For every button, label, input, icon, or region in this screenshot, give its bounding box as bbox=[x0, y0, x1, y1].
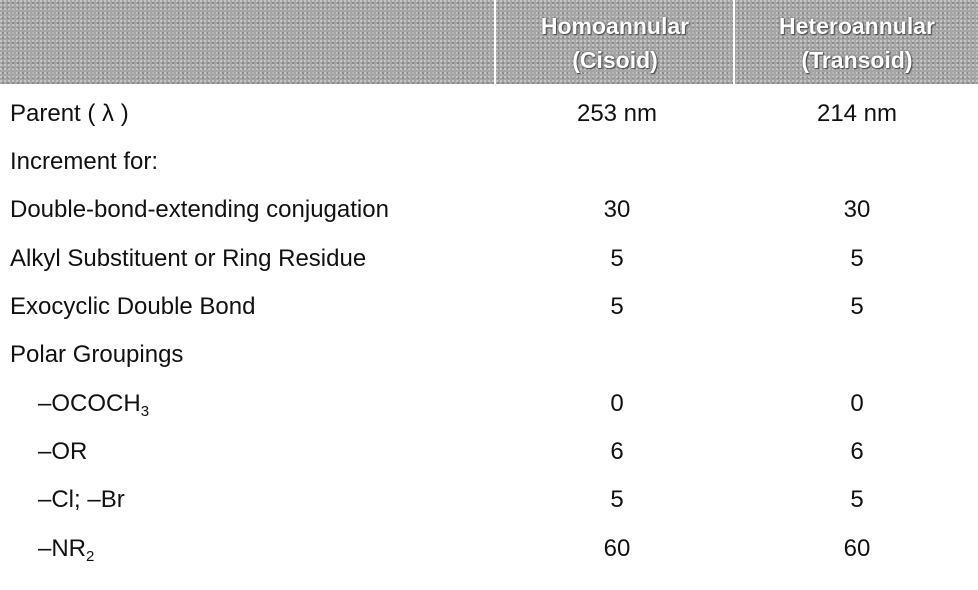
header-divider bbox=[494, 0, 496, 84]
homoannular-value: 60 bbox=[603, 535, 631, 562]
table-header bbox=[0, 0, 978, 84]
row-label: Parent ( λ ) bbox=[10, 100, 129, 127]
header-heteroannular-line1: Heteroannular bbox=[779, 13, 935, 39]
row-label: –OR bbox=[38, 438, 88, 465]
heteroannular-value: 60 bbox=[843, 535, 871, 562]
row-label: Alkyl Substituent or Ring Residue bbox=[10, 245, 367, 272]
row-label: Increment for: bbox=[10, 148, 159, 175]
row-label-subscript: 2 bbox=[86, 548, 95, 565]
table-row bbox=[0, 432, 978, 472]
row-label: Double-bond-extending conjugation bbox=[10, 196, 389, 223]
homoannular-value: 5 bbox=[610, 245, 624, 272]
row-label-text: –NR bbox=[38, 535, 87, 562]
homoannular-value: 253 nm bbox=[576, 100, 658, 127]
homoannular-value: 30 bbox=[603, 196, 631, 223]
table-row bbox=[0, 190, 978, 230]
heteroannular-value: 5 bbox=[850, 245, 864, 272]
row-label: –Cl; –Br bbox=[38, 486, 125, 513]
homoannular-value: 0 bbox=[610, 390, 624, 417]
heteroannular-value: 5 bbox=[850, 293, 864, 320]
header-heteroannular-line2: (Transoid) bbox=[801, 47, 913, 73]
row-label-text: –OCOCH bbox=[38, 390, 141, 417]
header-heteroannular bbox=[736, 4, 978, 82]
heteroannular-value: 6 bbox=[850, 438, 864, 465]
table-row bbox=[0, 287, 978, 327]
heteroannular-value: 214 nm bbox=[816, 100, 898, 127]
heteroannular-value: 5 bbox=[850, 486, 864, 513]
row-label: Polar Groupings bbox=[10, 341, 184, 368]
header-homoannular-line1: Homoannular bbox=[540, 13, 690, 39]
homoannular-value: 5 bbox=[610, 293, 624, 320]
table-row bbox=[0, 142, 978, 182]
heteroannular-value: 0 bbox=[850, 390, 864, 417]
row-label bbox=[38, 535, 94, 565]
homoannular-value: 6 bbox=[610, 438, 624, 465]
header-homoannular bbox=[497, 4, 733, 82]
heteroannular-value: 30 bbox=[843, 196, 871, 223]
row-label: Exocyclic Double Bond bbox=[10, 293, 256, 320]
table-row bbox=[0, 384, 978, 424]
table-row bbox=[0, 239, 978, 279]
table-row bbox=[0, 529, 978, 569]
header-divider bbox=[733, 0, 735, 84]
row-label bbox=[38, 390, 149, 420]
header-homoannular-line2: (Cisoid) bbox=[572, 47, 658, 73]
table-row bbox=[0, 480, 978, 520]
table-row bbox=[0, 94, 978, 134]
table-row bbox=[0, 335, 978, 375]
homoannular-value: 5 bbox=[610, 486, 624, 513]
row-label-subscript: 3 bbox=[140, 403, 150, 420]
